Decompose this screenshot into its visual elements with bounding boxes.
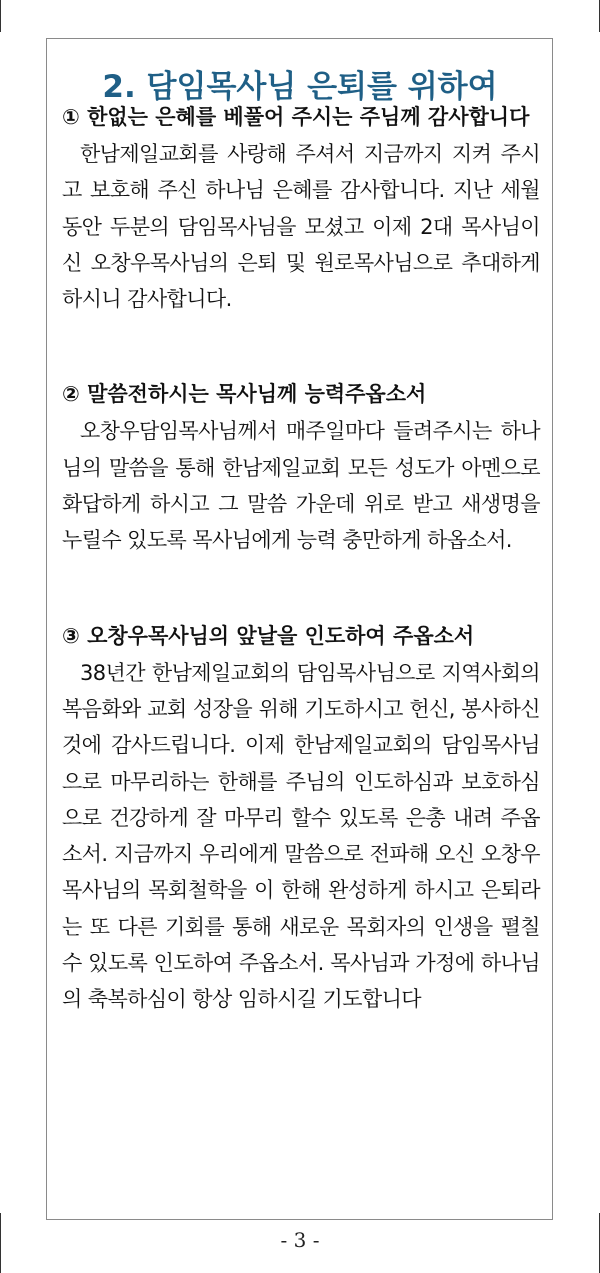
prayer-content bbox=[62, 100, 540, 1018]
section-body: 38년간 한남제일교회의 담임목사님으로 지역사회의 복음화와 교회 성장을 위해 기도하시고 헌신, 봉사하신 것에 감사드립니다. 이제 한남제일교회의 담임목사님으로 마무리하는 한해를 주님의 인도하심과 보호하심으로 건강하게 잘 마무리 할수 있도록 은총 내려 주옵소서. 지금까지 우리에게 말씀으로 전파해 오신 오창우목사님의 목회철학을 이 한해 완성하게 하시고 은퇴라는 또 다른 기회를 통해 새로운 목회자의 인생을 펼칠수 있도록 인도하여 주옵소서. 목사님과 가정에 하나님의 축복하심이 항상 임하시길 기도합니다 bbox=[62, 660, 540, 1012]
prayer-section-1 bbox=[62, 100, 540, 317]
page-number: - 3 - bbox=[280, 1228, 320, 1252]
section-body: 한남제일교회를 사랑해 주셔서 지금까지 지켜 주시고 보호해 주신 하나님 은혜를 감사합니다. 지난 세월동안 두분의 담임목사님을 모셨고 이제 2대 목사님이신 오창우목사님의 은퇴 및 원로목사님으로 추대하게 하시니 감사합니다. bbox=[62, 142, 540, 312]
section-heading: ② 말씀전하시는 목사님께 능력주옵소서 bbox=[62, 382, 427, 407]
section-heading: ① 한없는 은혜를 베풀어 주시는 주님께 감사합니다 bbox=[62, 105, 530, 129]
section-heading: ③ 오창우목사님의 앞날을 인도하여 주옵소서 bbox=[62, 623, 475, 648]
section-body: 오창우담임목사님께서 매주일마다 들려주시는 하나님의 말씀을 통해 한남제일교회 모든 성도가 아멘으로 화답하게 하시고 그 말씀 가운데 위로 받고 새생명을 누릴수 있도록 목사님에게 능력 충만하게 하옵소서. bbox=[62, 419, 540, 553]
page-title: 2. 담임목사님 은퇴를 위하여 bbox=[102, 68, 498, 105]
prayer-section-2 bbox=[62, 377, 540, 558]
prayer-section-3 bbox=[62, 619, 540, 1018]
crop-mark-top-left bbox=[0, 0, 1, 32]
